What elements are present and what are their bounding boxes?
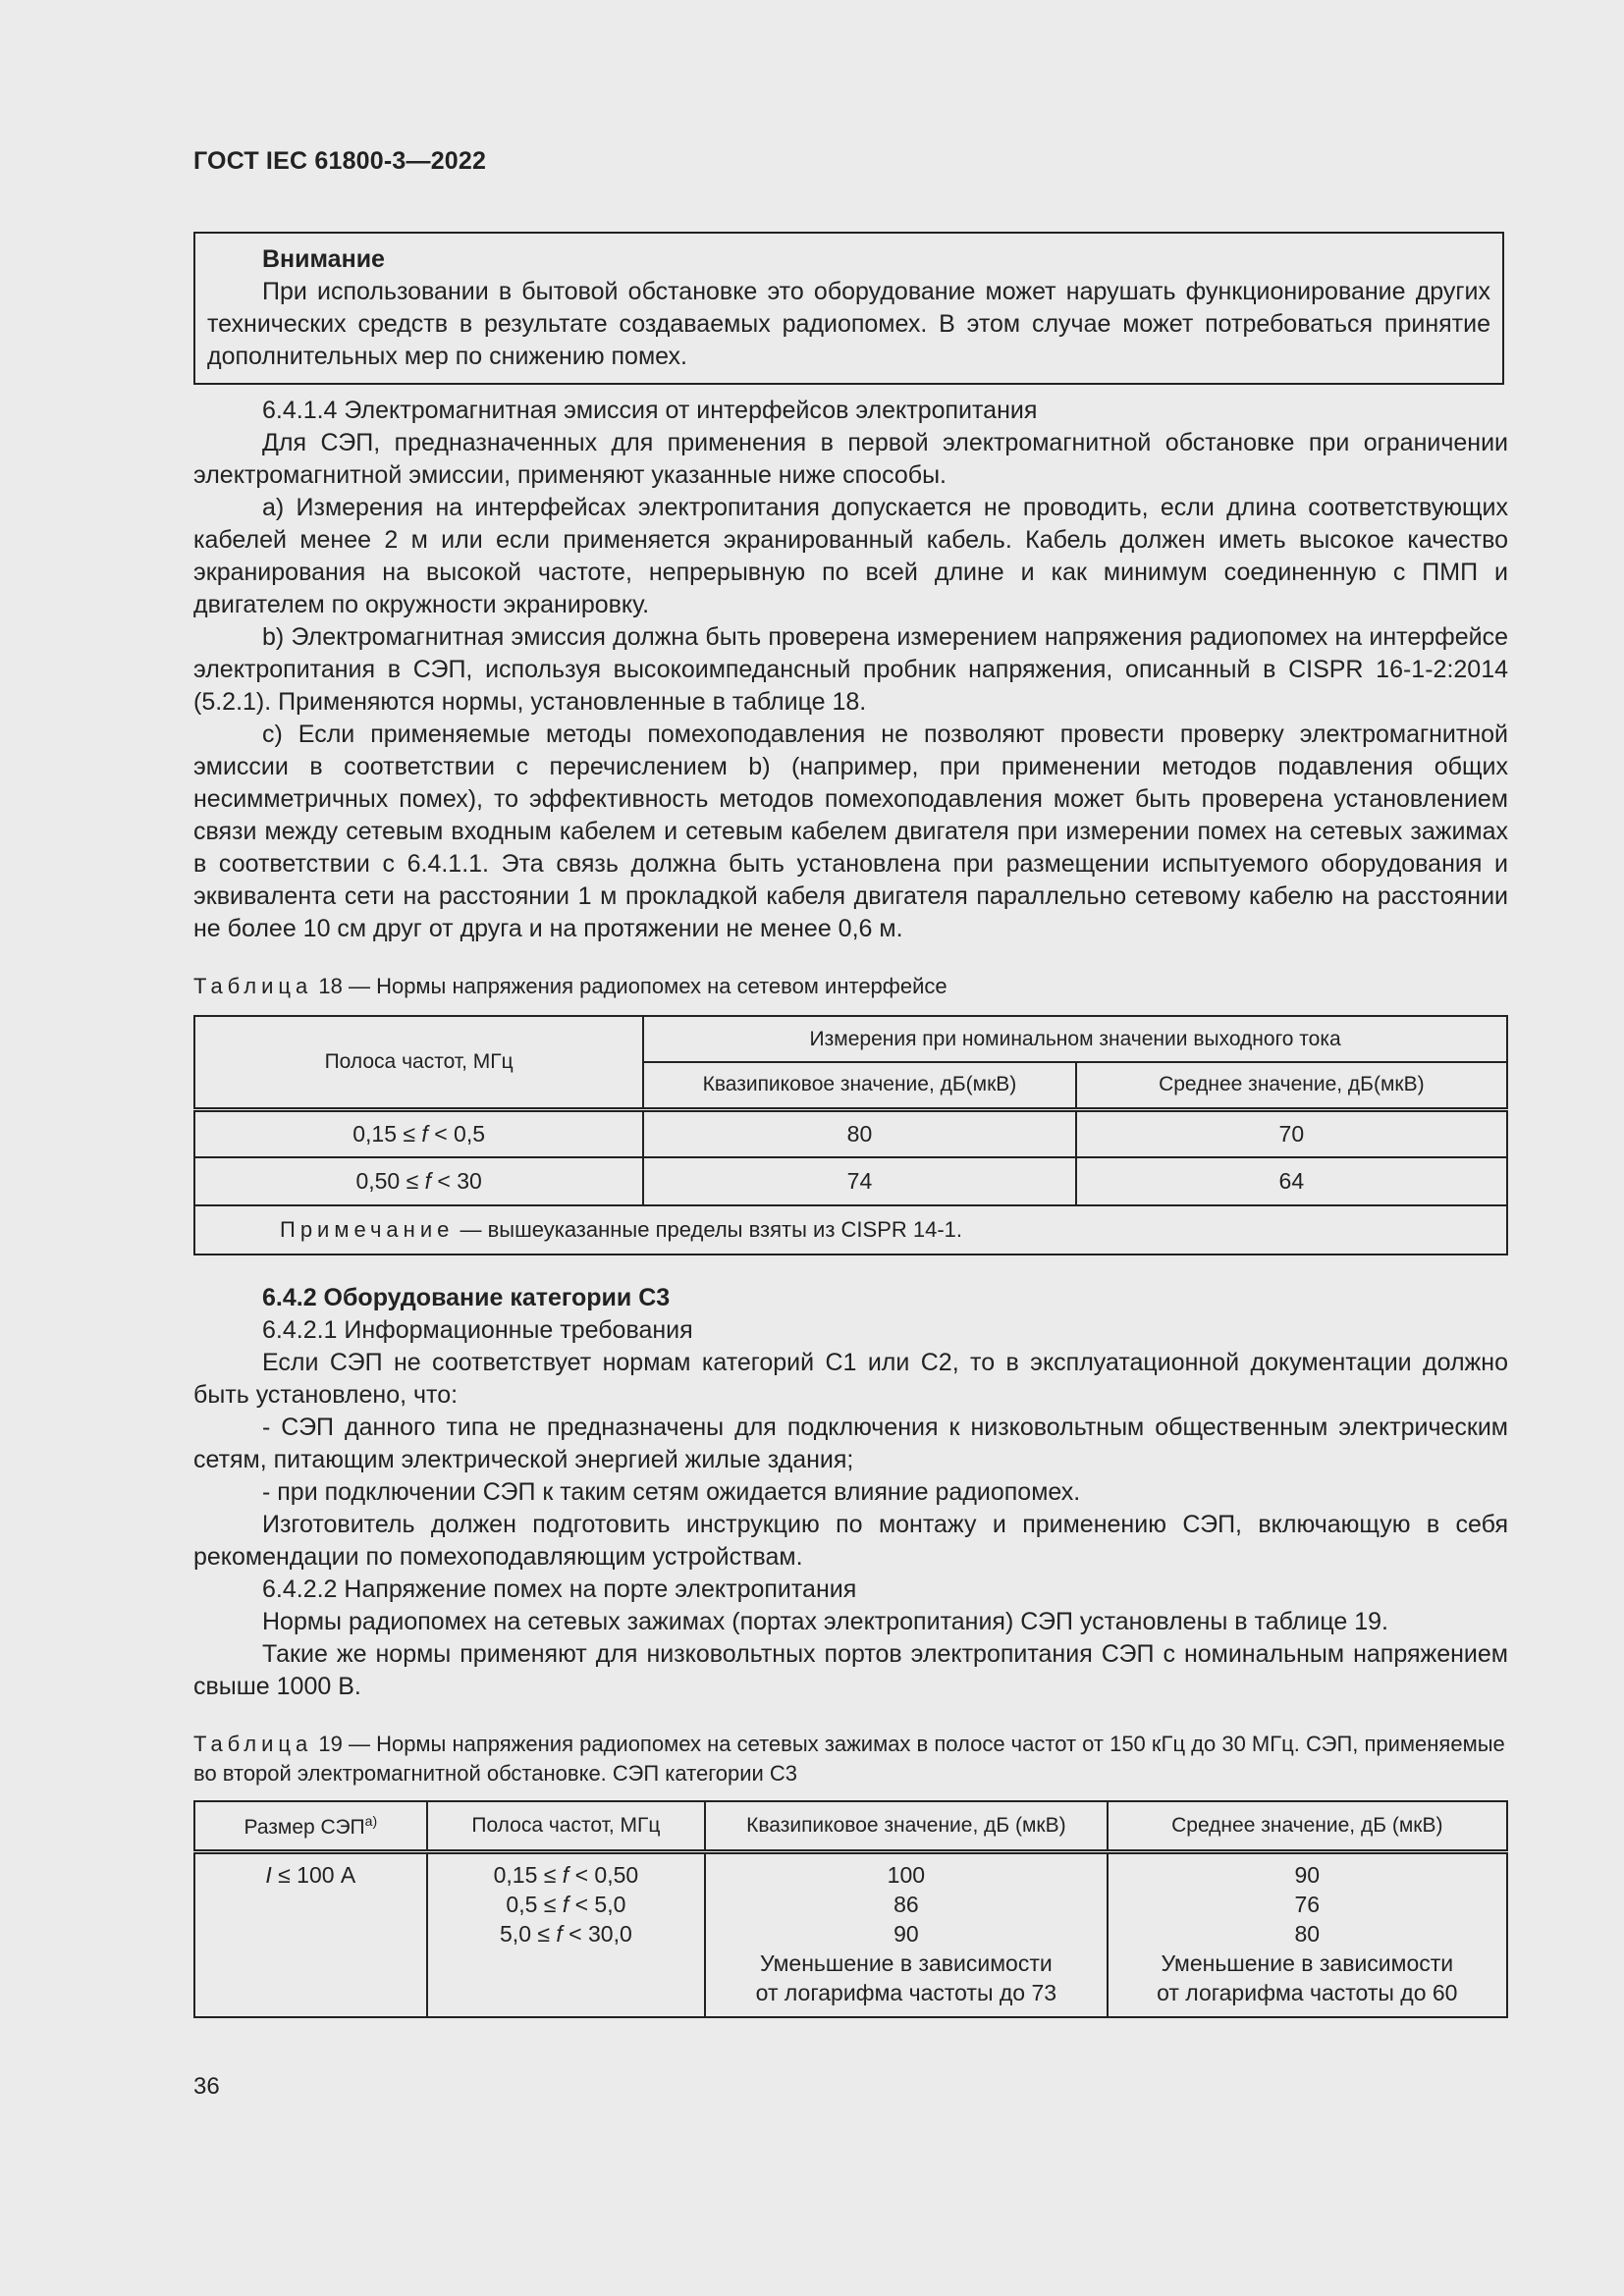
- table-header-cell: Полоса частот, МГц: [194, 1016, 643, 1109]
- subsection-heading: 6.4.2.2 Напряжение помех на порте электропитания: [262, 1575, 857, 1603]
- paragraph: Такие же нормы применяют для низковольтных портов электропитания СЭП с номинальным напряжением свыше 1000 В.: [193, 1640, 1508, 1700]
- paragraph: Для СЭП, предназначенных для применения в первой электромагнитной обстановке при ограничении электромагнитной эмиссии, применяют указанные ниже способы.: [193, 429, 1508, 489]
- table-cell: 100 86 90 Уменьшение в зависимости от логарифма частоты до 73: [705, 1852, 1107, 2017]
- table-row: [194, 1157, 1507, 1205]
- section-heading: 6.4.1.4 Электромагнитная эмиссия от интерфейсов электропитания: [262, 397, 1038, 424]
- list-item-b: b) Электромагнитная эмиссия должна быть проверена измерением напряжения радиопомех на интерфейсе электропитания в СЭП, используя высокоимпедансный пробник напряжения, описанный в CISPR 16-1-2:2014 (5.2.1). Применяются нормы, установленные в таблице 18.: [193, 623, 1508, 716]
- warning-box: [193, 232, 1504, 385]
- table-note: Примечание — вышеуказанные пределы взяты из CISPR 14-1.: [194, 1205, 1507, 1255]
- table-cell: 80: [643, 1109, 1075, 1157]
- table-cell: I ≤ 100 А: [194, 1852, 427, 2017]
- table-row: [194, 1852, 1507, 2017]
- table-cell: 0,15 ≤ f < 0,5: [194, 1109, 643, 1157]
- subsection-heading: 6.4.2.1 Информационные требования: [262, 1316, 693, 1344]
- document-header: ГОСТ IEC 61800-3—2022: [193, 147, 487, 175]
- table-18: [193, 1015, 1508, 1255]
- table-note-row: [194, 1205, 1507, 1255]
- section-6-4-1-4: [193, 395, 1508, 945]
- paragraph: Нормы радиопомех на сетевых зажимах (портах электропитания) СЭП установлены в таблице 19.: [262, 1608, 1388, 1635]
- table-cell: 70: [1076, 1109, 1507, 1157]
- table-cell: 74: [643, 1157, 1075, 1205]
- page-number: 36: [193, 2073, 220, 2100]
- table-header-cell: Измерения при номинальном значении выходного тока: [643, 1016, 1507, 1062]
- table-header-cell: Среднее значение, дБ (мкВ): [1108, 1801, 1507, 1852]
- dash-item: - СЭП данного типа не предназначены для подключения к низковольтным общественным электрическим сетям, питающим электрической энергией жилые здания;: [193, 1414, 1508, 1473]
- list-item-c: c) Если применяемые методы помехоподавления не позволяют провести проверку электромагнитной эмиссии в соответствии с перечислением b) (например, при применении методов подавления общих несимметричных помех), то эффективность методов помехоподавления может быть проверена установлением связи между сетевым входным кабелем и сетевым кабелем двигателя при измерении помех на сетевых зажимах в соответствии с 6.4.1.1. Эта связь должна быть установлена при размещении испытуемого оборудования и эквивалента сети на расстоянии 1 м прокладкой кабеля двигателя параллельно сетевому кабелю на расстоянии не более 10 см друг от друга и на протяжении не менее 0,6 м.: [193, 721, 1508, 942]
- table-row: [194, 1109, 1507, 1157]
- table-cell: 0,15 ≤ f < 0,50 0,5 ≤ f < 5,0 5,0 ≤ f < 30,0: [427, 1852, 706, 2017]
- table-cell: 90 76 80 Уменьшение в зависимости от логарифма частоты до 60: [1108, 1852, 1507, 2017]
- table-header-cell: Среднее значение, дБ(мкВ): [1076, 1062, 1507, 1109]
- warning-text: При использовании в бытовой обстановке это оборудование может нарушать функционирование других технических средств в результате создаваемых радиопомех. В этом случае может потребоваться принятие дополнительных мер по снижению помех.: [207, 278, 1490, 370]
- table-header-cell: Размер $СЭП^{а)}$: [194, 1801, 427, 1852]
- paragraph: Если СЭП не соответствует нормам категорий С1 или С2, то в эксплуатационной документации должно быть установлено, что:: [193, 1349, 1508, 1409]
- table-19-caption: [193, 1730, 1508, 1789]
- list-item-a: a) Измерения на интерфейсах электропитания допускается не проводить, если длина соответствующих кабелей менее 2 м или если применяется экранированный кабель. Кабель должен иметь высокое качество экранирования на высокой частоте, непрерывную по всей длине и как минимум соединенную с ПМП и двигателем по окружности экранировку.: [193, 494, 1508, 618]
- table-header-cell: Полоса частот, МГц: [427, 1801, 706, 1852]
- table-cell: 64: [1076, 1157, 1507, 1205]
- paragraph: Изготовитель должен подготовить инструкцию по монтажу и применению СЭП, включающую в себя рекомендации по помехоподавляющим устройствам.: [193, 1511, 1508, 1571]
- table-19: [193, 1800, 1508, 2018]
- table-header-cell: Квазипиковое значение, дБ(мкВ): [643, 1062, 1075, 1109]
- caption-label: Таблица: [193, 1732, 313, 1756]
- caption-text: 19 — Нормы напряжения радиопомех на сетевых зажимах в полосе частот от 150 кГц до 30 МГц. СЭП, применяемые во второй электромагнитной обстановке. СЭП категории С3: [193, 1732, 1505, 1786]
- table-18-caption: [193, 972, 1508, 1001]
- section-6-4-2: [193, 1282, 1508, 1703]
- section-heading: 6.4.2 Оборудование категории С3: [262, 1284, 671, 1311]
- caption-label: Таблица: [193, 974, 313, 998]
- warning-title: Внимание: [262, 245, 385, 273]
- dash-item: - при подключении СЭП к таким сетям ожидается влияние радиопомех.: [262, 1478, 1081, 1506]
- table-header-cell: Квазипиковое значение, дБ (мкВ): [705, 1801, 1107, 1852]
- caption-text: 18 — Нормы напряжения радиопомех на сетевом интерфейсе: [312, 974, 947, 998]
- table-cell: 0,50 ≤ f < 30: [194, 1157, 643, 1205]
